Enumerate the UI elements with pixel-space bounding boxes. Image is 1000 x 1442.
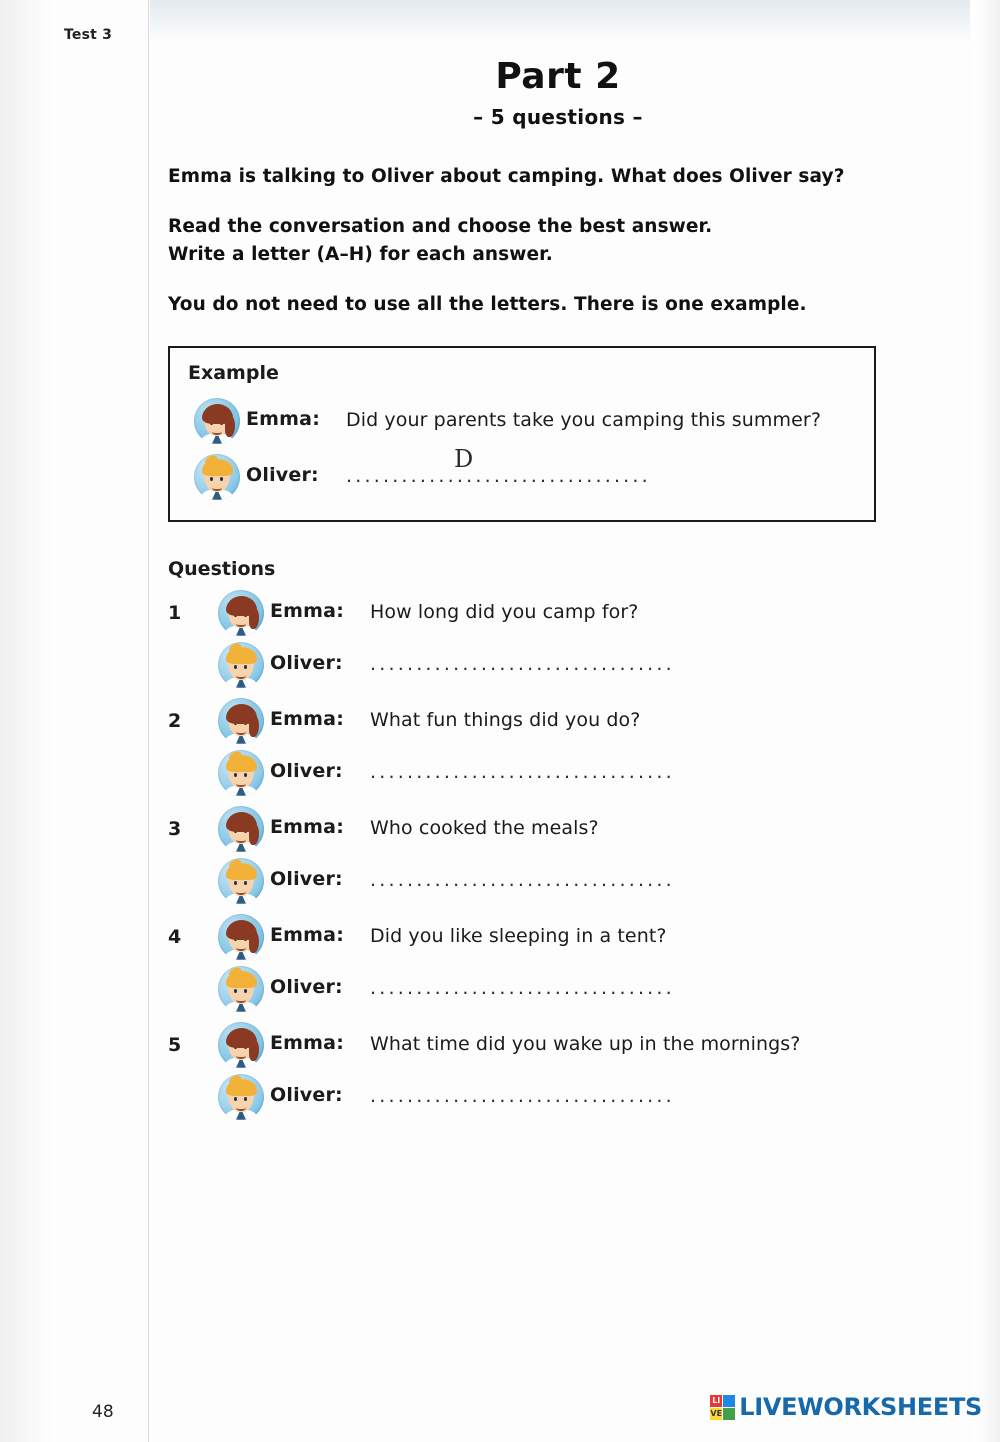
example-answer-line bbox=[346, 444, 651, 491]
question-block-3 bbox=[168, 802, 948, 904]
logo-square-green bbox=[723, 1408, 735, 1420]
question-number: 3 bbox=[168, 817, 182, 840]
question-emma-row bbox=[168, 802, 948, 852]
number-spacer bbox=[168, 854, 212, 870]
answer-field-cell bbox=[370, 638, 948, 679]
example-box bbox=[168, 346, 876, 522]
question-number: 4 bbox=[168, 925, 182, 948]
instructions bbox=[168, 163, 948, 320]
oliver-label: Oliver: bbox=[270, 975, 343, 998]
question-emma-row bbox=[168, 910, 948, 960]
page-title: Part 2 bbox=[495, 56, 621, 97]
question-oliver-row bbox=[168, 746, 948, 796]
question-block-4 bbox=[168, 910, 948, 1012]
question-number: 5 bbox=[168, 1033, 182, 1056]
example-dotted-line: ................................. bbox=[346, 464, 651, 487]
oliver-label: Oliver: bbox=[270, 867, 343, 890]
oliver-avatar-icon bbox=[218, 858, 264, 904]
emma-label: Emma: bbox=[270, 923, 344, 946]
page-number: 48 bbox=[92, 1402, 114, 1422]
question-text: Who cooked the meals? bbox=[370, 816, 599, 839]
answer-dotted-line[interactable]: ................................. bbox=[370, 868, 675, 891]
emma-avatar-icon bbox=[218, 590, 264, 636]
logo-square-li: LI bbox=[712, 1395, 721, 1405]
emma-avatar-icon bbox=[218, 806, 264, 852]
number-spacer bbox=[168, 638, 212, 654]
questions-heading: Questions bbox=[168, 557, 276, 580]
oliver-label: Oliver: bbox=[270, 759, 343, 782]
emma-avatar-cell bbox=[212, 910, 270, 960]
oliver-avatar-cell bbox=[212, 1070, 270, 1120]
answer-field-cell bbox=[370, 962, 948, 1003]
example-oliver-row bbox=[188, 444, 856, 500]
question-emma-row bbox=[168, 694, 948, 744]
question-oliver-row bbox=[168, 638, 948, 688]
brand-text: LIVEWORKSHEETS bbox=[739, 1393, 982, 1421]
margin-rule bbox=[148, 0, 149, 1442]
oliver-label: Oliver: bbox=[270, 1083, 343, 1106]
oliver-avatar-icon bbox=[218, 750, 264, 796]
answer-field-cell bbox=[370, 1070, 948, 1111]
question-number: 2 bbox=[168, 709, 182, 732]
question-emma-row bbox=[168, 1018, 948, 1068]
instruction-line-4: You do not need to use all the letters. There is one example. bbox=[168, 294, 807, 316]
example-emma-label: Emma: bbox=[246, 407, 320, 430]
oliver-avatar-icon bbox=[218, 642, 264, 688]
logo-squares-icon bbox=[710, 1395, 735, 1420]
question-oliver-row bbox=[168, 962, 948, 1012]
oliver-avatar-cell bbox=[212, 854, 270, 904]
instruction-group-2 bbox=[168, 213, 948, 270]
question-oliver-row bbox=[168, 854, 948, 904]
emma-avatar-cell bbox=[188, 394, 246, 444]
emma-avatar-cell bbox=[212, 694, 270, 744]
number-spacer bbox=[168, 746, 212, 762]
answer-dotted-line[interactable]: ................................. bbox=[370, 976, 675, 999]
question-block-5 bbox=[168, 1018, 948, 1120]
worksheet-content bbox=[168, 0, 948, 1120]
emma-avatar-icon bbox=[194, 398, 240, 444]
emma-avatar-icon bbox=[218, 698, 264, 744]
oliver-avatar-icon bbox=[218, 966, 264, 1012]
logo-square-ve: VE bbox=[710, 1408, 723, 1418]
question-emma-row bbox=[168, 586, 948, 636]
question-block-1 bbox=[168, 586, 948, 688]
emma-label: Emma: bbox=[270, 1031, 344, 1054]
emma-label: Emma: bbox=[270, 707, 344, 730]
question-number: 1 bbox=[168, 601, 182, 624]
example-title: Example bbox=[188, 361, 279, 384]
emma-label: Emma: bbox=[270, 599, 344, 622]
emma-avatar-cell bbox=[212, 802, 270, 852]
instruction-line-1: Emma is talking to Oliver about camping. What does Oliver say? bbox=[168, 166, 845, 187]
example-oliver-label: Oliver: bbox=[246, 463, 319, 486]
question-text: What fun things did you do? bbox=[370, 708, 641, 731]
example-answer-cell bbox=[346, 444, 856, 491]
test-label: Test 3 bbox=[64, 27, 113, 43]
oliver-label: Oliver: bbox=[270, 651, 343, 674]
emma-label: Emma: bbox=[270, 815, 344, 838]
logo-square-blue bbox=[723, 1395, 735, 1407]
instruction-line-3: Write a letter (A–H) for each answer. bbox=[168, 244, 553, 266]
example-answer-letter: D bbox=[454, 444, 474, 473]
instruction-line-2: Read the conversation and choose the best answer. bbox=[168, 215, 713, 237]
scan-edge-right bbox=[972, 0, 1000, 1442]
example-emma-text: Did your parents take you camping this summer? bbox=[346, 408, 822, 431]
emma-avatar-icon bbox=[218, 1022, 264, 1068]
number-spacer bbox=[168, 962, 212, 978]
emma-avatar-cell bbox=[212, 1018, 270, 1068]
number-spacer bbox=[168, 1070, 212, 1086]
question-oliver-row bbox=[168, 1070, 948, 1120]
questions-count-subtitle: – 5 questions – bbox=[473, 105, 643, 129]
answer-field-cell bbox=[370, 854, 948, 895]
question-text: How long did you camp for? bbox=[370, 600, 639, 623]
oliver-avatar-cell bbox=[212, 746, 270, 796]
oliver-avatar-cell bbox=[212, 638, 270, 688]
question-block-2 bbox=[168, 694, 948, 796]
question-text: Did you like sleeping in a tent? bbox=[370, 924, 667, 947]
example-emma-row bbox=[188, 394, 856, 444]
question-text: What time did you wake up in the mornings? bbox=[370, 1032, 801, 1055]
answer-dotted-line[interactable]: ................................. bbox=[370, 760, 675, 783]
answer-field-cell bbox=[370, 746, 948, 787]
answer-dotted-line[interactable]: ................................. bbox=[370, 1084, 675, 1107]
answer-dotted-line[interactable]: ................................. bbox=[370, 652, 675, 675]
oliver-avatar-cell bbox=[212, 962, 270, 1012]
emma-avatar-icon bbox=[218, 914, 264, 960]
liveworksheets-logo[interactable] bbox=[710, 1393, 982, 1421]
oliver-avatar-icon bbox=[194, 454, 240, 500]
emma-avatar-cell bbox=[212, 586, 270, 636]
oliver-avatar-icon bbox=[218, 1074, 264, 1120]
oliver-avatar-cell bbox=[188, 450, 246, 500]
scan-edge-left bbox=[0, 0, 56, 1442]
